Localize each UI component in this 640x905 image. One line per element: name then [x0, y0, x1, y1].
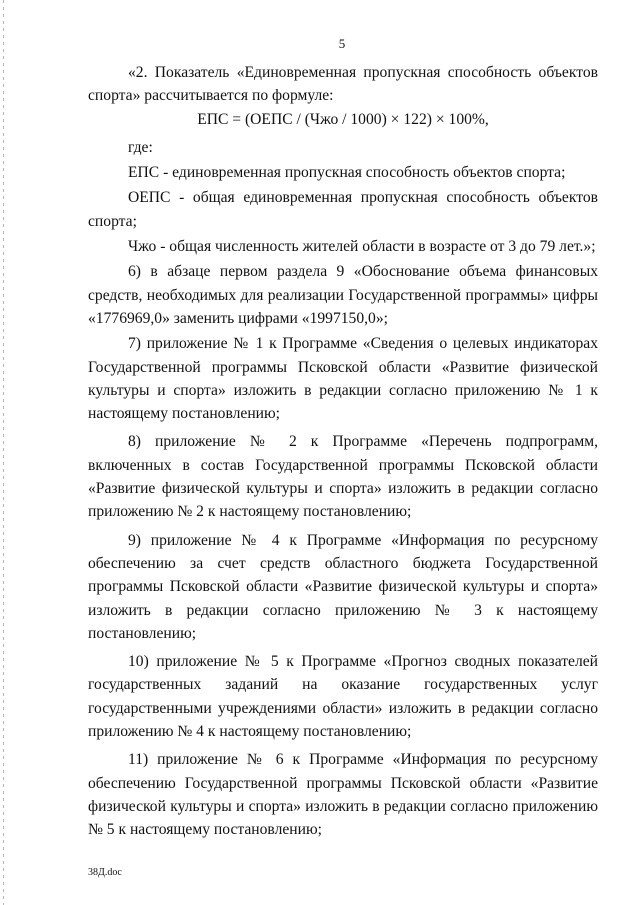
scan-edge-line	[3, 0, 4, 905]
list-item-8: 8) приложение № 2 к Программе «Перечень подпрограмм, включенных в состав Государственной программы Псковской области «Развитие физической культуры и спорта» изложить в редакции согласно приложению № 2 к настоящему постановлению;	[88, 433, 598, 521]
list-item-11: 11) приложение № 6 к Программе «Информация по ресурсному обеспечению Государственной программы Псковской области «Развитие физической культуры и спорта» изложить в редакции согласно приложению № 5 к настоящему постановлению;	[88, 751, 598, 839]
footer-filename: 38Д.doc	[88, 867, 122, 878]
document-body	[88, 61, 598, 842]
list-item-10: 10) приложение № 5 к Программе «Прогноз сводных показателей государственных заданий на оказание государственных услуг государственными учреждениями области» изложить в редакции согласно приложению № 4 к настоящему постановлению;	[88, 653, 598, 741]
paragraph-indicator-intro: «2. Показатель «Единовременная пропускная способность объектов спорта» рассчитывается по формуле:	[88, 64, 598, 105]
definition-chzho: Чжо - общая численность жителей области в возрасте от 3 до 79 лет.»;	[128, 238, 596, 256]
definition-oeps: ОЕПС - общая единовременная пропускная способность объектов спорта;	[88, 189, 598, 230]
where-label: где:	[128, 138, 153, 156]
page-number: 5	[338, 36, 346, 51]
definition-eps: ЕПС - единовременная пропускная способность объектов спорта;	[128, 164, 566, 182]
formula-line: ЕПС = (ОЕПС / (Чжо / 1000) × 122) × 100%,	[197, 110, 489, 128]
list-item-9: 9) приложение № 4 к Программе «Информация по ресурсному обеспечению за счет средств областного бюджета Государственной программы Псковской области «Развитие физической культуры и спорта» изложить в редакции согласно приложению № 3 к настоящему постановлению;	[88, 531, 598, 642]
list-item-6: 6) в абзаце первом раздела 9 «Обоснование объема финансовых средств, необходимых для реализации Государственной программы» цифры «1776969,0» заменить цифрами «1997150,0»;	[88, 263, 598, 327]
list-item-7: 7) приложение № 1 к Программе «Сведения о целевых индикаторах Государственной программы Псковской области «Развитие физической культуры и спорта» изложить в редакции согласно приложению № 1 к настоящему постановлению;	[88, 335, 598, 423]
